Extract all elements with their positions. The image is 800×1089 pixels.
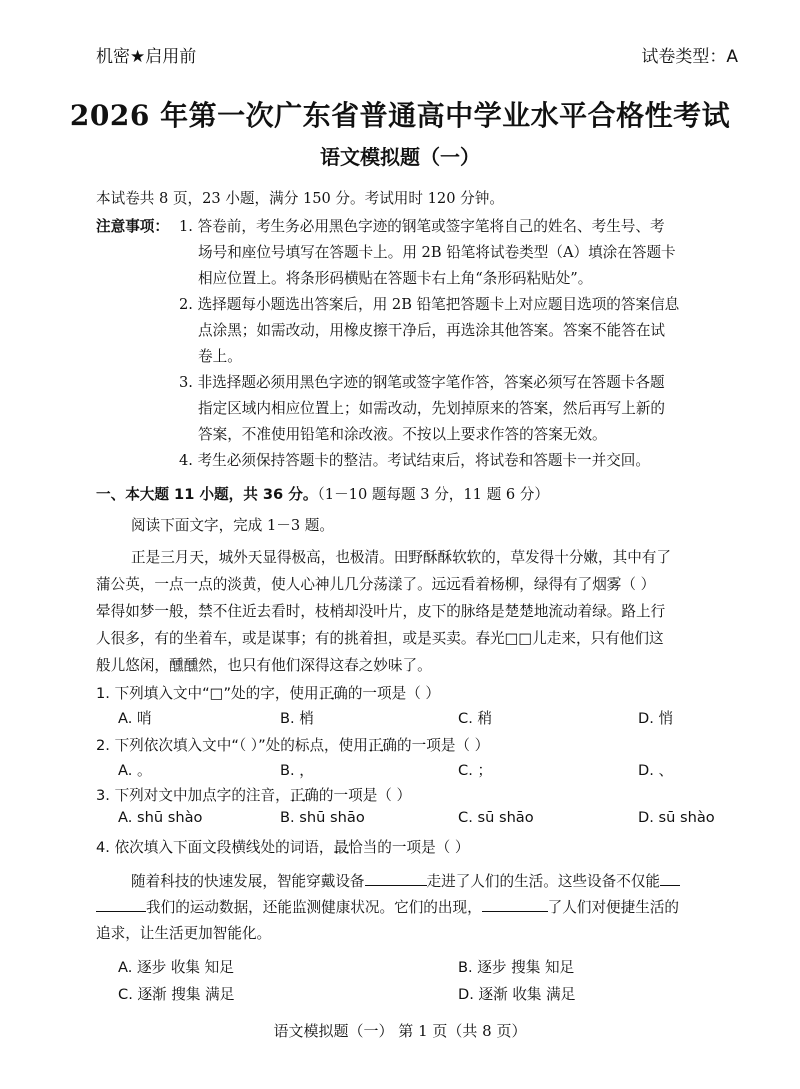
option-b[interactable]: B. 逐步 搜集 知足 <box>458 959 575 976</box>
fill-blank <box>482 897 548 912</box>
notice-line: 3. 非选择题必须用黑色字迹的钢笔或签字笔作答，答案必须写在答题卡各题 <box>179 374 665 391</box>
option-a[interactable]: A. 逐步 收集 知足 <box>118 959 234 976</box>
notice-line: 相应位置上。将条形码横贴在答题卡右上角“条形码粘贴处”。 <box>198 270 593 287</box>
notice-line: 指定区域内相应位置上；如需改动，先划掉原来的答案，然后再写上新的 <box>198 400 666 417</box>
confidential-label: 机密★启用前 <box>96 47 197 67</box>
question-4: 4. 依次填入下面文段横线处的词语，最恰当 ••的一项是（ ） <box>96 836 469 857</box>
option-b[interactable]: B. shū shāo <box>280 809 365 826</box>
option-d[interactable]: D. 悄 <box>638 710 674 727</box>
emphasis-dots: 正确 •• <box>290 784 319 805</box>
option-a[interactable]: A. 哨 <box>118 710 152 727</box>
emphasis-dots: 最恰当 •• <box>333 836 377 857</box>
q4-passage-line: 追求，让生活更加智能化。 <box>96 925 272 942</box>
option-c[interactable]: C. ； <box>458 762 493 779</box>
paper-type-label: 试卷类型：A <box>641 47 738 67</box>
option-a[interactable]: A. 。 <box>118 762 152 779</box>
emphasis-dots: 正确 •• <box>368 734 397 755</box>
option-c[interactable]: C. 逐渐 搜集 满足 <box>118 986 235 1003</box>
notice-line: 卷上。 <box>198 348 242 365</box>
section-scoring: （1－10 题每题 3 分，11 题 6 分） <box>317 486 549 503</box>
emphasis-dots: 正确 •• <box>319 682 348 703</box>
reading-prompt: 阅读下面文字，完成 1－3 题。 <box>131 517 334 534</box>
passage-line: 正是三月天，城外天显得极高，也极清。田野酥酥软软的，草发得十分嫩，其中有了 <box>131 549 671 566</box>
fill-blank <box>96 897 146 912</box>
option-c[interactable]: C. sū shāo <box>458 809 534 826</box>
option-b[interactable]: B. 梢 <box>280 710 314 727</box>
notice-line: 点涂黑；如需改动，用橡皮擦干净后，再选涂其他答案。答案不能答在试 <box>198 322 666 339</box>
question-1: 1. 下列填入文中“□”处的字，使用正确 ••的一项是（ ） <box>96 682 440 703</box>
option-b[interactable]: B. ， <box>280 762 314 779</box>
fill-blank <box>365 871 427 886</box>
passage-line: 人很多，有的坐着车，或是谋事；有的挑着担，或是买卖。春光□□儿走来，只有他们这 <box>96 630 664 647</box>
option-c[interactable]: C. 稍 <box>458 710 493 727</box>
fill-blank <box>660 871 680 886</box>
option-a[interactable]: A. shū shào <box>118 809 203 826</box>
section-heading <box>96 483 549 504</box>
passage-line: 蒲公英，一点一点的淡黄，使人心神儿几分荡漾了。远远看着杨柳，绿得有了烟雾（ ） <box>96 576 656 593</box>
page-title: 2026 年第一次广东省普通高中学业水平合格性考试 <box>69 99 731 132</box>
q4-passage-line: 我们的运动数据，还能监测健康状况。它们的出现， 了人们对便捷生活的 <box>96 896 679 917</box>
passage-line: 晕得如梦一般，禁不住近去看时，枝梢却没叶片，皮下的脉络是楚楚地流动着绿。路上行 <box>96 603 666 620</box>
option-d[interactable]: D. sū shào <box>638 809 715 826</box>
page-footer: 语文模拟题（一） 第 1 页（共 8 页） <box>273 1022 527 1040</box>
exam-intro: 本试卷共 8 页，23 小题，满分 150 分。考试用时 120 分钟。 <box>96 190 504 207</box>
notice-line: 场号和座位号填写在答题卡上。用 2B 铅笔将试卷类型（A）填涂在答题卡 <box>198 244 676 261</box>
question-2: 2. 下列依次填入文中“（ ）”处的标点，使用正确 ••的一项是（ ） <box>96 734 489 755</box>
page-subtitle: 语文模拟题（一） <box>320 145 480 169</box>
notice-line: 2. 选择题每小题选出答案后，用 2B 铅笔把答题卡上对应题目选项的答案信息 <box>179 296 680 313</box>
notice-line: 1. 答卷前，考生务必用黑色字迹的钢笔或签字笔将自己的姓名、考生号、考 <box>179 218 665 235</box>
section-title: 一、本大题 11 小题，共 36 分。 <box>96 486 318 503</box>
notice-label: 注意事项： <box>96 218 169 235</box>
question-3: 3. 下列对文中加点字的注音，正确 ••的一项是（ ） <box>96 784 411 805</box>
option-d[interactable]: D. 逐渐 收集 满足 <box>458 986 576 1003</box>
notice-line: 4. 考生必须保持答题卡的整洁。考试结束后，将试卷和答题卡一并交回。 <box>179 452 650 469</box>
notice-line: 答案，不准使用铅笔和涂改液。不按以上要求作答的答案无效。 <box>198 426 607 443</box>
passage-line: 般儿悠闲，醺醺然，也只有他们深得这春之妙味了。 <box>96 657 432 674</box>
q4-passage-line: 随着科技的快速发展，智能穿戴设备 走进了人们的生活。这些设备不仅能 <box>131 870 680 891</box>
option-d[interactable]: D. 、 <box>638 762 674 779</box>
